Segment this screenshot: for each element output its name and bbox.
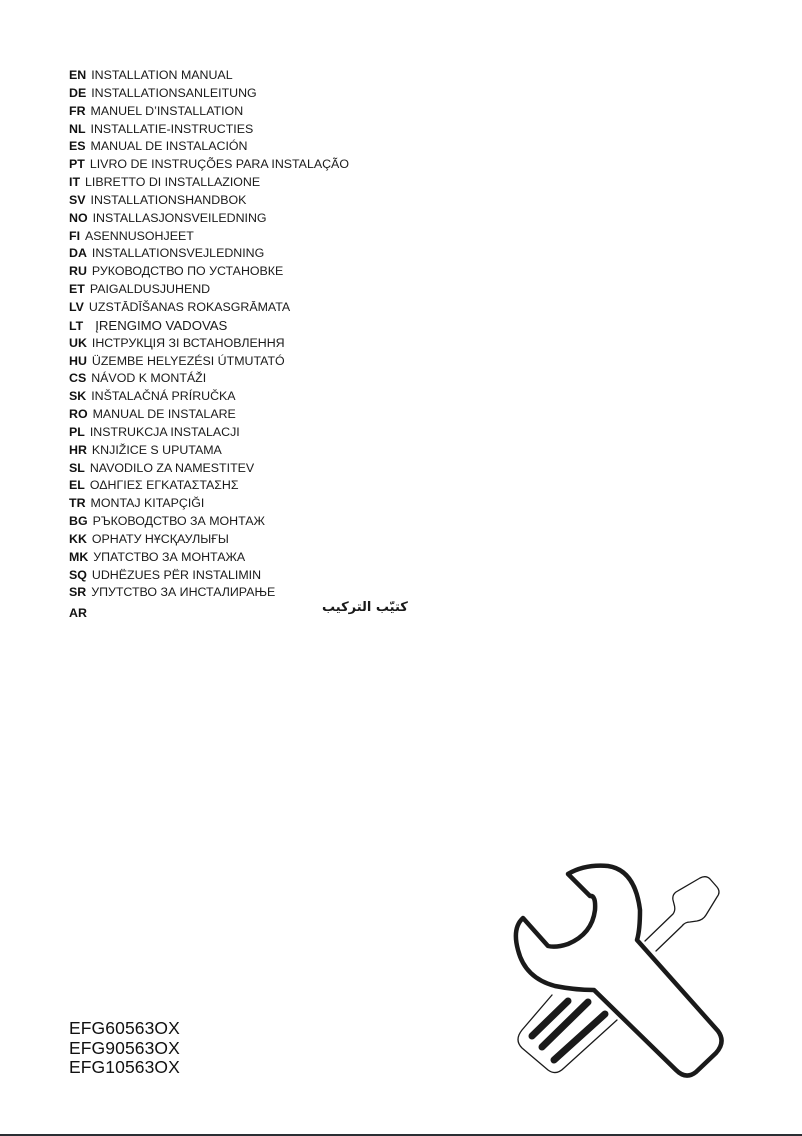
lang-code: SV [69, 192, 86, 207]
lang-code: PL [69, 424, 85, 439]
lang-code: RU [69, 264, 87, 279]
lang-code: SK [69, 389, 87, 404]
lang-title: KNJIŽICE S UPUTAMA [91, 442, 222, 457]
lang-row-mk [69, 549, 399, 567]
lang-title: INSTALLASJONSVEILEDNING [92, 210, 267, 225]
lang-title: NÁVOD K MONTÁŽI [91, 371, 207, 386]
lang-row-da [69, 245, 399, 263]
lang-title: LIBRETTO DI INSTALLAZIONE [85, 175, 261, 190]
lang-row-sk [69, 388, 399, 406]
lang-code: HR [69, 442, 87, 457]
lang-title: MANUEL D’INSTALLATION [90, 103, 244, 118]
lang-row-de [69, 85, 399, 103]
lang-row-kk [69, 531, 399, 549]
lang-code: TR [69, 496, 86, 511]
lang-row-ar [69, 600, 408, 623]
lang-code: DA [69, 246, 87, 261]
lang-code: NO [69, 210, 88, 225]
lang-row-ru [69, 263, 399, 281]
lang-title: كتيّب التركيب [322, 600, 408, 616]
lang-row-lt [69, 317, 399, 335]
lang-title: INŠTALAČNÁ PRÍRUČKA [91, 389, 236, 404]
lang-code: BG [69, 514, 88, 529]
lang-title: УПАТСТВО ЗА МОНТАЖА [93, 549, 246, 564]
lang-code: KK [69, 531, 87, 546]
lang-row-et [69, 281, 399, 299]
lang-row-el [69, 477, 399, 495]
lang-code: AR [69, 606, 87, 621]
lang-code: UK [69, 335, 87, 350]
lang-title: NAVODILO ZA NAMESTITEV [89, 460, 255, 475]
lang-code: FR [69, 103, 86, 118]
lang-code: HU [69, 353, 87, 368]
model-number: EFG60563OX [69, 1018, 180, 1038]
lang-title: INSTALLATION MANUAL [91, 68, 233, 82]
lang-title: ΟΔΗΓΙΕΣ ΕΓΚΑΤΑΣΤΑΣΗΣ [89, 478, 239, 493]
lang-row-sq [69, 567, 399, 585]
lang-title: UZSTĀDĪŠANAS ROKASGRĀMATA [88, 299, 291, 314]
model-number: EFG90563OX [69, 1037, 180, 1058]
lang-title: UDHËZUES PËR INSTALIMIN [91, 567, 262, 582]
lang-code: IT [69, 175, 81, 190]
lang-row-uk [69, 335, 399, 353]
wrench-and-screwdriver-icon [490, 850, 802, 1090]
lang-title: PAIGALDUSJUHEND [89, 282, 211, 297]
lang-code: NL [69, 121, 86, 136]
model-number: EFG10563OX [69, 1057, 180, 1077]
language-list [69, 67, 408, 621]
lang-row-cs [69, 370, 399, 388]
lang-code: CS [69, 371, 87, 386]
lang-title: РЪКОВОДСТВО ЗА МОНТАЖ [92, 514, 265, 529]
lang-code: ES [69, 139, 86, 154]
lang-code: SL [69, 460, 85, 475]
lang-row-en [69, 67, 399, 85]
lang-title: MANUAL DE INSTALARE [92, 407, 236, 422]
lang-code: DE [69, 85, 87, 100]
lang-title: ASENNUSOHJEET [85, 228, 194, 243]
lang-code: EL [69, 478, 85, 493]
lang-title: ÜZEMBE HELYEZÉSI ÚTMUTATÓ [91, 353, 285, 368]
lang-title: РУКОВОДСТВО ПО УСТАНОВКЕ [91, 264, 284, 279]
lang-code: MK [69, 549, 89, 564]
lang-row-sl [69, 460, 399, 478]
lang-row-it [69, 174, 399, 192]
lang-code: SQ [69, 567, 87, 582]
lang-title: INSTALLATIONSVEJLEDNING [91, 246, 265, 261]
lang-code: EN [69, 68, 87, 82]
lang-code: ET [69, 282, 85, 297]
lang-code: PT [69, 157, 85, 172]
lang-row-nl [69, 121, 399, 139]
lang-row-ro [69, 406, 399, 424]
lang-row-sv [69, 192, 399, 210]
lang-row-fi [69, 228, 399, 246]
lang-code: SR [69, 585, 87, 600]
lang-title: ĮRENGIMO VADOVAS [95, 317, 228, 333]
lang-row-pt [69, 156, 399, 174]
lang-row-tr [69, 495, 399, 513]
lang-title: INSTRUKCJA INSTALACJI [89, 424, 240, 439]
lang-title: УПУТСТВО ЗА ИНСТАЛИРАЊЕ [91, 585, 276, 600]
model-list [69, 1019, 180, 1078]
lang-title: MONTAJ KITAPÇIĞI [90, 496, 205, 511]
lang-code: LT [69, 318, 84, 333]
lang-title: INSTALLATIONSHANDBOK [90, 192, 247, 207]
lang-row-no [69, 210, 399, 228]
lang-title: MANUAL DE INSTALACIÓN [90, 139, 248, 154]
lang-row-hr [69, 442, 399, 460]
lang-title: LIVRO DE INSTRUÇÕES PARA INSTALAÇÃO [89, 157, 349, 172]
lang-row-pl [69, 424, 399, 442]
lang-row-fr [69, 103, 399, 121]
lang-row-bg [69, 513, 399, 531]
lang-row-es [69, 138, 399, 156]
lang-title: INSTALLATIE-INSTRUCTIES [90, 121, 254, 136]
lang-title: ОРНАТУ НҰСҚАУЛЫҒЫ [91, 531, 229, 546]
lang-code: RO [69, 407, 88, 422]
lang-code: LV [69, 299, 84, 314]
lang-row-lv [69, 299, 399, 317]
lang-row-hu [69, 353, 399, 371]
lang-title: INSTALLATIONSANLEITUNG [91, 85, 257, 100]
lang-title: ІНСТРУКЦІЯ ЗІ ВСТАНОВЛЕННЯ [91, 335, 285, 350]
lang-code: FI [69, 228, 81, 243]
